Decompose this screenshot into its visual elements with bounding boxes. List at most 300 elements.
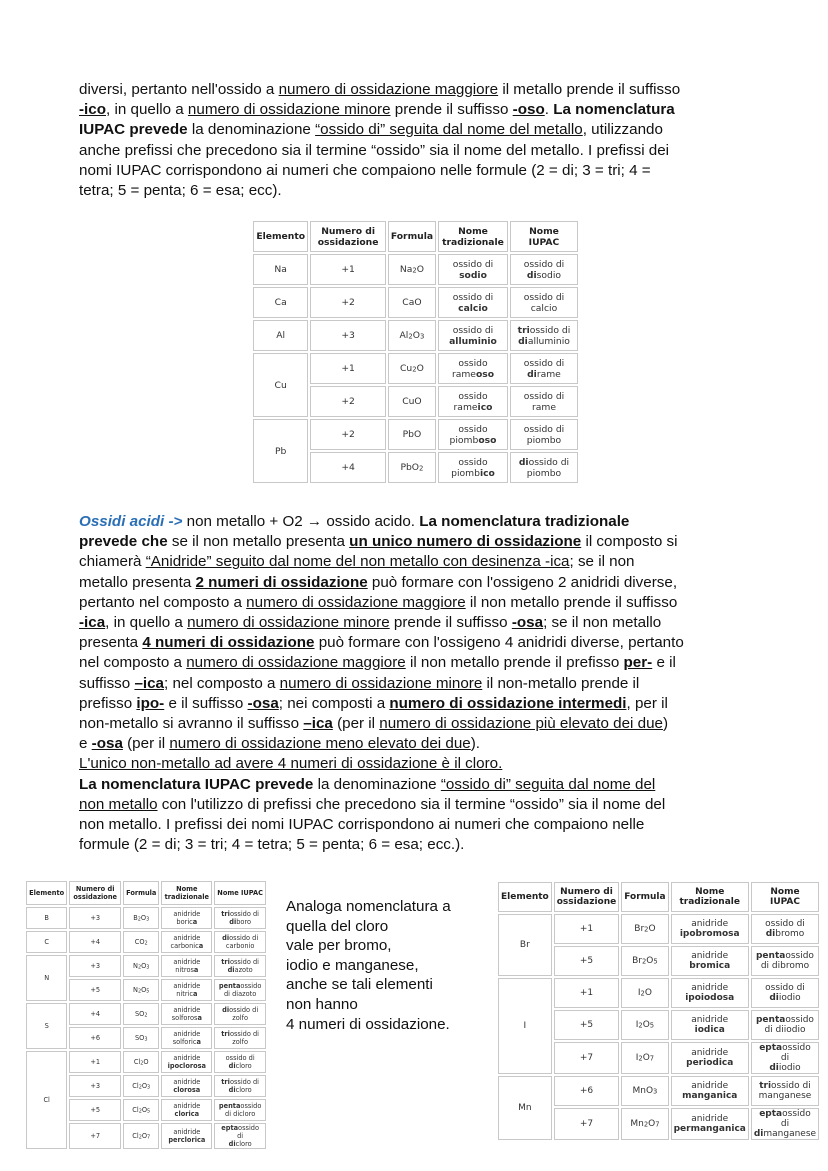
cell-formula: $Al_2O_3$ <box>388 320 436 351</box>
traditional-name-line: anidride <box>691 1048 729 1058</box>
iupac-name-line: eptaossido di <box>759 1043 811 1063</box>
cell-iupac-name <box>510 287 578 318</box>
iupac-name-line: eptaossido di <box>221 1124 260 1140</box>
traditional-name-line: ossido <box>458 423 488 435</box>
table-row <box>26 955 266 977</box>
traditional-name-word: ipobromosa <box>679 929 740 939</box>
cell-formula: $CO_2$ <box>123 931 159 953</box>
cell-traditional-name <box>161 1003 212 1025</box>
traditional-name-stem: solforic <box>172 1038 197 1046</box>
cell-traditional-name <box>671 914 749 944</box>
column-header: Nome tradizionale <box>671 882 749 912</box>
cell-iupac-name <box>214 1027 266 1049</box>
traditional-name-line: anidride <box>691 919 729 929</box>
traditional-name-line <box>441 303 505 314</box>
iupac-prefix: di <box>227 966 235 974</box>
cell-iupac-name <box>214 1075 266 1097</box>
iupac-name-line: triossido di <box>517 324 571 336</box>
iupac-prefix: tri <box>221 958 230 966</box>
iupac-prefix: epta <box>759 1043 783 1053</box>
cell-oxidation-number: +7 <box>554 1042 620 1074</box>
iupac-name-line: diboro <box>229 918 252 926</box>
iupac-name-line: triossido di <box>221 1078 260 1086</box>
table-row <box>253 419 578 450</box>
cell-formula: $Cl_2O_3$ <box>123 1075 159 1097</box>
iupac-prefix: tri <box>517 324 530 336</box>
iupac-name-line: pentaossido <box>218 982 262 990</box>
cell-element: Na <box>253 254 308 285</box>
iupac-name-line: pentaossido <box>755 951 814 961</box>
cell-element: Mn <box>498 1076 552 1140</box>
column-header: Formula <box>123 881 159 905</box>
cell-traditional-name <box>671 1076 749 1106</box>
iupac-prefix: di <box>228 1086 236 1094</box>
cell-formula: $B_2O_3$ <box>123 907 159 929</box>
cell-iupac-name <box>214 1051 266 1073</box>
cell-formula: $Cl_2O_7$ <box>123 1123 159 1149</box>
side-note: Analoga nomenclatura a quella del cloro vale per bromo, iodio e manganese, anche se tali elementi non hanno 4 numeri di ossidazione. <box>286 898 451 1033</box>
traditional-name-word: iodica <box>694 1025 725 1035</box>
traditional-name-word: clorica <box>174 1110 200 1118</box>
traditional-name-line: anidride <box>173 910 201 918</box>
cell-traditional-name <box>161 979 212 1001</box>
cell-formula: $SO_2$ <box>123 1003 159 1025</box>
iupac-name-line: dicloro <box>228 1062 252 1070</box>
iupac-prefix: di <box>769 1063 779 1073</box>
br-i-mn-oxides-table <box>496 880 821 1142</box>
cell-oxidation-number: +4 <box>310 452 385 483</box>
traditional-name-stem: piomb <box>449 434 479 446</box>
iupac-prefix: penta <box>218 1102 241 1110</box>
cell-oxidation-number: +7 <box>554 1108 620 1140</box>
traditional-name-line: anidride <box>173 1030 201 1038</box>
cell-element: Ca <box>253 287 308 318</box>
cell-oxidation-number: +1 <box>554 914 620 944</box>
traditional-name-line: anidride <box>691 951 729 961</box>
traditional-name-line <box>674 1025 746 1035</box>
cell-oxidation-number: +4 <box>69 931 121 953</box>
traditional-name-line <box>674 961 746 971</box>
traditional-name-line <box>164 918 209 926</box>
traditional-name-line: anidride <box>173 1006 201 1014</box>
traditional-name-line <box>441 369 505 380</box>
table-row <box>26 931 266 953</box>
cell-oxidation-number: +5 <box>554 1010 620 1040</box>
cell-element: Br <box>498 914 552 976</box>
traditional-name-suffix: a <box>196 1038 201 1046</box>
cell-oxidation-number: +1 <box>69 1051 121 1073</box>
cell-iupac-name <box>214 1123 266 1149</box>
traditional-name-line <box>164 1062 209 1070</box>
iupac-name-line: ossido di <box>765 983 805 993</box>
iupac-name-line: diossido di <box>222 1006 259 1014</box>
traditional-name-word: sodio <box>459 269 487 281</box>
traditional-name-suffix: a <box>193 966 199 974</box>
cell-element: C <box>26 931 67 953</box>
cell-iupac-name <box>751 946 819 976</box>
iupac-prefix: penta <box>218 982 241 990</box>
traditional-name-suffix: oso <box>478 434 497 446</box>
iupac-name-line: dibromo <box>765 929 805 939</box>
iupac-name-line: diossido di <box>518 456 570 468</box>
column-header: Nome IUPAC <box>510 221 578 252</box>
cell-iupac-name <box>510 353 578 384</box>
iupac-name-line: pentaossido <box>218 1102 262 1110</box>
table-row <box>253 320 578 351</box>
traditional-name-stem: nitros <box>175 966 194 974</box>
cell-traditional-name <box>161 1123 212 1149</box>
iupac-prefix: di <box>753 1129 764 1139</box>
table-row <box>498 914 819 944</box>
cell-oxidation-number: +3 <box>69 1075 121 1097</box>
metal-oxides-table <box>251 219 580 485</box>
traditional-name-suffix: ico <box>477 401 493 413</box>
iupac-prefix: tri <box>221 910 230 918</box>
traditional-name-stem: boric <box>176 918 193 926</box>
cell-iupac-name <box>510 386 578 417</box>
column-header: Elemento <box>253 221 308 252</box>
traditional-name-stem: rame <box>453 401 478 413</box>
iupac-prefix: di <box>228 1140 236 1148</box>
paragraph-metal-oxides: diversi, pertanto nell'ossido a numero di ossidazione maggiore il metallo prende il suffisso -ico, in quello a numero di ossidazione minore prende il suffisso -oso. La nomenclatura IUPAC prevede la denominazione “ossido di” seguita dal nome del metallo, utilizzando anche prefissi che precedono sia il termine “ossido” sia il nome del metallo. I prefissi dei nomi IUPAC corrispondono ai numeri che compaiono nelle formule (2 = di; 3 = tri; 4 = tetra; 5 = penta; 6 = esa; ecc). <box>79 81 681 200</box>
traditional-name-line: anidride <box>691 983 729 993</box>
cell-iupac-name <box>751 1042 819 1074</box>
iupac-name-line: ossido di <box>523 390 565 402</box>
cell-oxidation-number: +5 <box>69 979 121 1001</box>
cell-element: Pb <box>253 419 308 483</box>
cell-iupac-name <box>510 452 578 483</box>
iupac-name-line: carbonio <box>225 942 255 950</box>
traditional-name-word: calcio <box>458 302 488 314</box>
traditional-name-line <box>441 402 505 413</box>
iupac-name-line: ossido di <box>523 291 565 303</box>
cell-traditional-name <box>438 353 508 384</box>
iupac-prefix: di <box>228 1062 236 1070</box>
cell-element: B <box>26 907 67 929</box>
traditional-name-line <box>674 1058 746 1068</box>
traditional-name-stem: rame <box>451 368 476 380</box>
cell-traditional-name <box>671 946 749 976</box>
iupac-prefix: di <box>222 934 230 942</box>
cell-oxidation-number: +2 <box>310 287 385 318</box>
acid-oxides-table <box>24 879 268 1151</box>
traditional-name-line: anidride <box>173 982 201 990</box>
cell-iupac-name <box>751 1108 819 1140</box>
cell-iupac-name <box>214 907 266 929</box>
traditional-name-line: ossido di <box>452 258 494 270</box>
traditional-name-line: anidride <box>173 958 201 966</box>
iupac-name-line: ossido di <box>765 919 805 929</box>
cell-oxidation-number: +1 <box>554 978 620 1008</box>
iupac-prefix: di <box>769 993 779 1003</box>
iupac-name-line: triossido di <box>221 910 260 918</box>
cell-formula: $Cl_2O_5$ <box>123 1099 159 1121</box>
cell-traditional-name <box>161 1075 212 1097</box>
traditional-name-line <box>164 1110 209 1118</box>
iupac-name-line: dimanganese <box>753 1129 817 1139</box>
traditional-name-line: ossido di <box>452 291 494 303</box>
traditional-name-word: ipoclorosa <box>167 1062 207 1070</box>
cell-iupac-name <box>751 978 819 1008</box>
traditional-name-word: alluminio <box>449 335 497 347</box>
traditional-name-word: perclorica <box>168 1136 206 1144</box>
cell-formula: $Cl_2O$ <box>123 1051 159 1073</box>
cell-element: Cl <box>26 1051 67 1149</box>
column-header: Nome tradizionale <box>161 881 212 905</box>
table-row <box>253 287 578 318</box>
cell-traditional-name <box>438 254 508 285</box>
cell-traditional-name <box>671 1042 749 1074</box>
iupac-name-line: di diazoto <box>223 990 257 998</box>
cell-oxidation-number: +4 <box>69 1003 121 1025</box>
cell-iupac-name <box>510 254 578 285</box>
iupac-name-line: pentaossido <box>755 1015 814 1025</box>
traditional-name-line: ossido <box>458 456 488 468</box>
iupac-prefix: di <box>518 335 528 347</box>
traditional-name-line <box>164 966 209 974</box>
iupac-name-line: dirame <box>527 368 561 380</box>
cell-formula: $N_2O_5$ <box>123 979 159 1001</box>
traditional-name-line: anidride <box>173 1078 201 1086</box>
cell-formula: PbO <box>388 419 436 450</box>
traditional-name-line <box>674 1091 746 1101</box>
iupac-prefix: epta <box>759 1109 783 1119</box>
cell-formula: $I_2O_5$ <box>621 1010 668 1040</box>
column-header: Formula <box>621 882 668 912</box>
iupac-name-line: calcio <box>530 302 558 314</box>
traditional-name-word: manganica <box>682 1091 738 1101</box>
iupac-prefix: epta <box>221 1124 239 1132</box>
traditional-name-stem: carbonic <box>170 942 199 950</box>
cell-oxidation-number: +3 <box>310 320 385 351</box>
iupac-name-line: ossido di <box>523 258 565 270</box>
cell-traditional-name <box>161 1027 212 1049</box>
iupac-name-line: zolfo <box>232 1038 248 1046</box>
traditional-name-line <box>674 929 746 939</box>
iupac-prefix: tri <box>759 1081 772 1091</box>
cell-formula: $I_2O$ <box>621 978 668 1008</box>
iupac-name-line: ossido di <box>225 1054 255 1062</box>
traditional-name-word: bromica <box>689 961 731 971</box>
iupac-name-line: triossido di <box>221 1030 260 1038</box>
traditional-name-line <box>441 270 505 281</box>
iupac-prefix: penta <box>755 951 786 961</box>
column-header: Formula <box>388 221 436 252</box>
cell-traditional-name <box>161 955 212 977</box>
cell-formula: CaO <box>388 287 436 318</box>
table-row <box>498 978 819 1008</box>
iupac-name-line: eptaossido di <box>759 1109 811 1129</box>
table-row <box>26 907 266 929</box>
cell-oxidation-number: +2 <box>310 386 385 417</box>
cell-iupac-name <box>510 419 578 450</box>
column-header: Elemento <box>26 881 67 905</box>
iupac-name-line: ossido di <box>523 423 565 435</box>
traditional-name-line: ossido di <box>452 324 494 336</box>
cell-iupac-name <box>510 320 578 351</box>
cell-traditional-name <box>671 1108 749 1140</box>
table-row <box>26 1051 266 1073</box>
traditional-name-line <box>164 1038 209 1046</box>
cell-element: N <box>26 955 67 1001</box>
traditional-name-line: anidride <box>691 1015 729 1025</box>
traditional-name-suffix: a <box>192 918 198 926</box>
cell-formula: $Br_2O_5$ <box>621 946 668 976</box>
paragraph-acid-oxides: Ossidi acidi -> non metallo + O2 → ossido acido. La nomenclatura tradizionale prevede che se il non metallo presenta un unico numero di ossidazione il composto si chiamerà “Anidride” seguito dal nome del non metallo con desinenza -ica; se il non metallo presenta 2 numeri di ossidazione può formare con l'ossigeno 2 anidridi diverse, pertanto nel composto a numero di ossidazione maggiore il non metallo prende il suffisso -ica, in quello a numero di ossidazione minore prende il suffisso -osa; se il non metallo presenta 4 numeri di ossidazione può formare con l'ossigeno 4 anidridi diverse, pertanto nel composto a numero di ossidazione maggiore il non metallo prende il prefisso per- e il suffisso –ica; nel composto a numero di ossidazione minore il non-metallo prende il prefisso ipo- e il suffisso -osa; nei composti a numero di ossidazione intermedi, per il non-metallo si avranno il suffisso –ica (per il numero di ossidazione più elevato dei due) e -osa (per il numero di ossidazione meno elevato dei due). L'unico non-metallo ad avere 4 numeri di ossidazione è il cloro. La nomenclatura IUPAC prevede la denominazione “ossido di” seguita dal nome del non metallo con l'utilizzo di prefissi che precedono sia il termine “ossido” sia il nome del non metallo. I prefissi dei nomi IUPAC corrispondono ai numeri che compaiono nelle formule (2 = di; 3 = tri; 4 = tetra; 5 = penta; 6 = esa; ecc.). <box>79 513 684 854</box>
traditional-name-suffix: oso <box>475 368 495 380</box>
iupac-name-line: dialluminio <box>518 335 570 347</box>
iupac-name-line: manganese <box>758 1091 812 1101</box>
cell-iupac-name <box>214 931 266 953</box>
traditional-name-word: permanganica <box>673 1124 746 1134</box>
traditional-name-line: ossido <box>458 357 488 369</box>
cell-oxidation-number: +6 <box>69 1027 121 1049</box>
traditional-name-stem: nitric <box>176 990 193 998</box>
column-header: Nome IUPAC <box>751 882 819 912</box>
table-row <box>26 1003 266 1025</box>
traditional-name-line <box>674 993 746 1003</box>
traditional-name-line: anidride <box>173 1128 201 1136</box>
cell-oxidation-number: +7 <box>69 1123 121 1149</box>
traditional-name-line <box>164 1014 209 1022</box>
iupac-name-line: triossido di <box>221 958 260 966</box>
cell-iupac-name <box>214 979 266 1001</box>
traditional-name-line <box>441 468 505 479</box>
traditional-name-word: clorosa <box>173 1086 201 1094</box>
traditional-name-line <box>164 990 209 998</box>
cell-iupac-name <box>214 955 266 977</box>
cell-traditional-name <box>671 1010 749 1040</box>
iupac-name-line: di dicloro <box>225 1110 256 1118</box>
iupac-name-line: disodio <box>526 269 562 281</box>
cell-element: S <box>26 1003 67 1049</box>
cell-formula: $I_2O_7$ <box>621 1042 668 1074</box>
traditional-name-line <box>164 942 209 950</box>
iupac-name-line: di dibromo <box>760 961 810 971</box>
cell-traditional-name <box>671 978 749 1008</box>
cell-oxidation-number: +1 <box>310 254 385 285</box>
cell-oxidation-number: +5 <box>554 946 620 976</box>
cell-traditional-name <box>438 320 508 351</box>
cell-traditional-name <box>161 931 212 953</box>
cell-formula: $SO_3$ <box>123 1027 159 1049</box>
cell-traditional-name <box>438 287 508 318</box>
traditional-name-line <box>164 1136 209 1144</box>
cell-formula: MnO$_3$ <box>621 1076 668 1106</box>
cell-formula: $Br_2O$ <box>621 914 668 944</box>
cell-formula: CuO <box>388 386 436 417</box>
traditional-name-word: periodica <box>686 1058 734 1068</box>
cell-formula: PbO$_2$ <box>388 452 436 483</box>
traditional-name-line: anidride <box>173 934 201 942</box>
cell-oxidation-number: +1 <box>310 353 385 384</box>
cell-traditional-name <box>438 452 508 483</box>
cell-iupac-name <box>214 1099 266 1121</box>
cell-element: Al <box>253 320 308 351</box>
iupac-prefix: di <box>527 368 537 380</box>
cell-oxidation-number: +2 <box>310 419 385 450</box>
cell-iupac-name <box>751 1076 819 1106</box>
traditional-name-line <box>441 336 505 347</box>
traditional-name-line: anidride <box>691 1114 729 1124</box>
cell-formula: $Cu_2O$ <box>388 353 436 384</box>
iupac-prefix: di <box>222 1006 230 1014</box>
column-header: Numero di ossidazione <box>69 881 121 905</box>
column-header: Nome tradizionale <box>438 221 508 252</box>
traditional-name-line <box>164 1086 209 1094</box>
iupac-name-line: piombo <box>526 467 562 479</box>
cell-element: Cu <box>253 353 308 417</box>
cell-traditional-name <box>161 1051 212 1073</box>
traditional-name-suffix: a <box>197 1014 202 1022</box>
cell-oxidation-number: +3 <box>69 955 121 977</box>
table-row <box>253 353 578 384</box>
cell-formula: $N_2O_3$ <box>123 955 159 977</box>
cell-traditional-name <box>161 907 212 929</box>
traditional-name-line <box>674 1124 746 1134</box>
iupac-name-line: di diiodio <box>764 1025 806 1035</box>
traditional-name-line: ossido <box>458 390 488 402</box>
table-row <box>498 1076 819 1106</box>
iupac-prefix: di <box>229 918 237 926</box>
iupac-name-line: zolfo <box>232 1014 248 1022</box>
iupac-name-line: diiodio <box>769 1063 801 1073</box>
cell-iupac-name <box>214 1003 266 1025</box>
traditional-name-line <box>441 435 505 446</box>
traditional-name-line: anidride <box>173 1102 201 1110</box>
iupac-prefix: di <box>765 929 776 939</box>
column-header: Numero di ossidazione <box>310 221 385 252</box>
cell-traditional-name <box>161 1099 212 1121</box>
cell-formula: $Na_2O$ <box>388 254 436 285</box>
traditional-name-stem: piomb <box>451 467 480 479</box>
cell-element: I <box>498 978 552 1074</box>
traditional-name-stem: solforos <box>171 1014 198 1022</box>
iupac-name-line: rame <box>531 401 556 413</box>
traditional-name-suffix: ico <box>479 467 495 479</box>
cell-oxidation-number: +6 <box>554 1076 620 1106</box>
cell-formula: $Mn_2O_7$ <box>621 1108 668 1140</box>
iupac-name-line: diossido di <box>222 934 259 942</box>
cell-iupac-name <box>751 914 819 944</box>
cell-traditional-name <box>438 419 508 450</box>
iupac-name-line: diazoto <box>227 966 253 974</box>
traditional-name-suffix: a <box>192 990 198 998</box>
iupac-prefix: di <box>518 456 529 468</box>
column-header: Elemento <box>498 882 552 912</box>
traditional-name-suffix: a <box>198 942 204 950</box>
iupac-name-line: dicloro <box>228 1086 252 1094</box>
iupac-prefix: tri <box>221 1030 230 1038</box>
iupac-prefix: di <box>526 269 537 281</box>
column-header: Nome IUPAC <box>214 881 266 905</box>
section-title: Ossidi acidi -> <box>79 513 183 530</box>
iupac-prefix: penta <box>755 1015 786 1025</box>
table-row <box>253 254 578 285</box>
iupac-name-line: triossido di <box>759 1081 811 1091</box>
traditional-name-line: anidride <box>691 1081 729 1091</box>
traditional-name-line: anidride <box>173 1054 201 1062</box>
iupac-name-line: dicloro <box>228 1140 252 1148</box>
iupac-prefix: tri <box>221 1078 230 1086</box>
iupac-name-line: piombo <box>526 434 562 446</box>
cell-traditional-name <box>438 386 508 417</box>
iupac-name-line: diiodio <box>769 993 801 1003</box>
cell-iupac-name <box>751 1010 819 1040</box>
column-header: Numero di ossidazione <box>554 882 620 912</box>
cell-oxidation-number: +5 <box>69 1099 121 1121</box>
cell-oxidation-number: +3 <box>69 907 121 929</box>
